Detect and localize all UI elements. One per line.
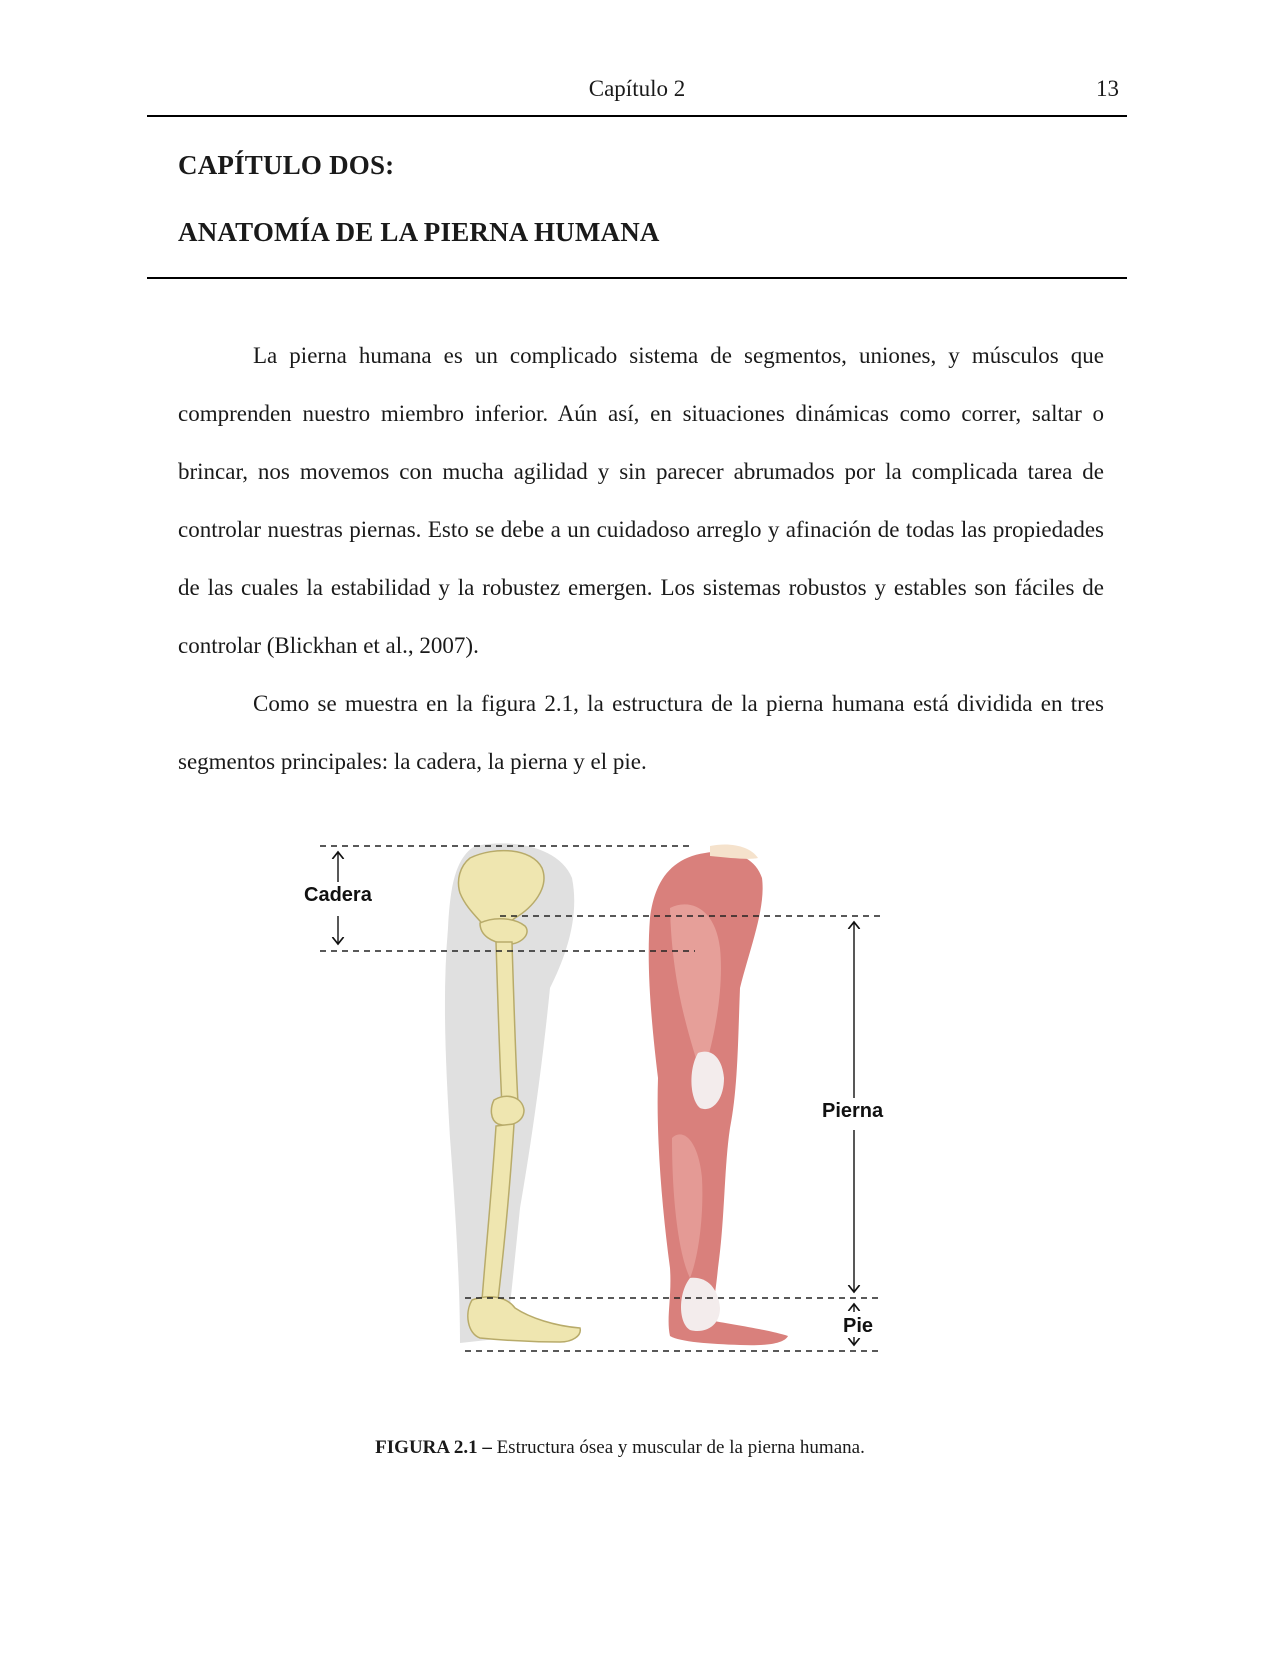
- running-header: [147, 72, 1127, 112]
- section-title: ANATOMÍA DE LA PIERNA HUMANA: [178, 217, 660, 247]
- label-pie: Pie: [843, 1315, 874, 1337]
- muscle-leg: [649, 845, 788, 1346]
- knee: [491, 1096, 524, 1125]
- muscle-thigh-top: [710, 845, 758, 859]
- dimension-arrows: [338, 852, 854, 1345]
- running-header-chapter: Capítulo 2: [588, 76, 686, 101]
- chapter-title: CAPÍTULO DOS:: [178, 150, 395, 180]
- header-rule: [147, 115, 1127, 117]
- guide-lines: [320, 846, 882, 1351]
- paragraph-2: Como se muestra en la figura 2.1, la estructura de la pierna humana está dividida en tres segmentos principales: la cadera, la pierna y el pie.: [178, 691, 1104, 774]
- leg-anatomy-figure: [304, 838, 950, 1398]
- page-number: 13: [1096, 76, 1119, 101]
- label-cadera: Cadera: [304, 884, 372, 906]
- body-text: [178, 327, 1104, 791]
- foot-bones: [468, 1297, 580, 1342]
- title-rule: [147, 277, 1127, 279]
- label-pierna: Pierna: [822, 1100, 884, 1122]
- figure-caption: [0, 1437, 1240, 1459]
- paragraph-1: La pierna humana es un complicado sistema de segmentos, uniones, y músculos que comprenden nuestro miembro inferior. Aún así, en situaciones dinámicas como correr, saltar o brincar, nos movemos con mucha agilidad y sin parecer abrumados por la complicada tarea de controlar nuestras piernas. Esto se debe a un cuidadoso arreglo y afinación de todas las propiedades de las cuales la estabilidad y la robustez emergen. Los sistemas robustos y estables son fáciles de controlar (Blickhan et al., 2007).: [178, 343, 1104, 658]
- caption-label: FIGURA 2.1 –: [375, 1437, 492, 1458]
- caption-text: Estructura ósea y muscular de la pierna humana.: [496, 1437, 865, 1458]
